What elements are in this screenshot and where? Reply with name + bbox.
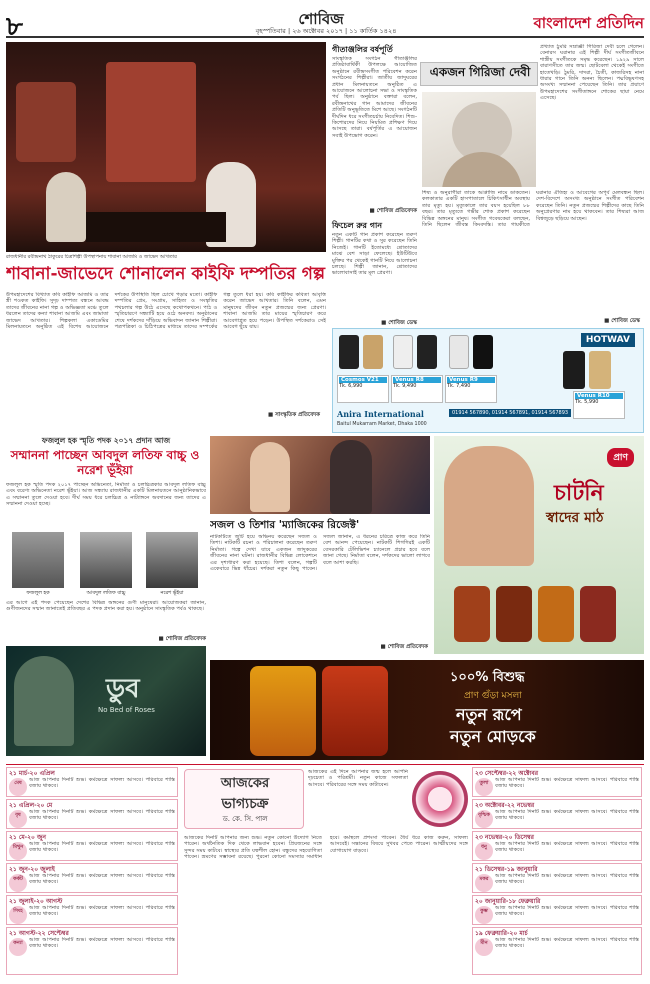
portrait-photo bbox=[146, 532, 198, 588]
phone-image bbox=[473, 335, 493, 369]
horoscope-title: আজকের bbox=[220, 776, 270, 791]
horoscope-box bbox=[472, 895, 642, 925]
product-card bbox=[337, 375, 389, 403]
phone-image bbox=[363, 335, 383, 369]
zodiac-name: কুম্ভ bbox=[480, 908, 488, 914]
date-line: বৃহস্পতিবার | ২৬ অক্টোবর ২০১৭ | ১১ কার্তিক ১৪২৪ bbox=[255, 27, 397, 35]
horoscope-box bbox=[472, 831, 642, 861]
product-card bbox=[573, 391, 625, 419]
horoscope-section bbox=[6, 764, 644, 978]
masala-line1: ১০০% বিশুদ্ধ bbox=[450, 670, 525, 685]
story3-body-a: প্রখ্যাত ঠুমরি সম্রাজ্ঞী গিরিজা দেবী চলে গেলেন। বেনারস ঘরানার এই শিল্পী দীর্ঘ সংগীতজীবনে শাস্ত্রীয় সংগীতকে সমৃদ্ধ করেছেন। ১৯২৯ সালে বারাণসীতে তার জন্ম। ছোটবেলা থেকেই সংগীতে হাতেখড়ি। ঠুমরি, দাদরা, চৈতী, কাজরিসহ নানা ধারার গানে তিনি অনন্য ছিলেন। পদ্মবিভূষণসহ অসংখ্য সম্মাননা পেয়েছেন তিনি। তার প্রয়াণে উপমহাদেশের সংগীতাঙ্গনে শোকের ছায়া নেমে এসেছে। bbox=[540, 44, 644, 102]
story3-headline: একজন গিরিজা দেবী bbox=[429, 65, 531, 79]
photo-caption: রাজধানীর রবীন্দ্রনাথ ঠাকুরের চিত্রশিল্পী উপস্থাপনায় শাবানা আজমি ও জাভেদ আখতার bbox=[6, 254, 177, 260]
zodiac-dates: ২১ ডিসেম্বর-১৯ জানুয়ারি bbox=[475, 866, 538, 873]
zodiac-name: মেষ bbox=[14, 780, 22, 786]
horoscope-title2: ভাগ্যচক্র bbox=[221, 796, 269, 812]
product-price: Tk. 6,990 bbox=[339, 383, 363, 389]
zodiac-text: আজ আপনার দিনটি শুভ। কর্মক্ষেত্রে সাফল্য আসবে। পরিবারে শান্তি বজায় থাকবে। bbox=[495, 937, 639, 950]
product-card bbox=[391, 375, 443, 403]
zodiac-name: বৃষ bbox=[15, 812, 21, 818]
page-number: ৮ bbox=[6, 12, 23, 42]
pran-chatni-ad bbox=[434, 436, 644, 654]
story6-headline: সজল ও তিশার 'ম্যাজিকের রিজেক্ট' bbox=[210, 519, 360, 531]
hotwav-logo: HOTWAV bbox=[581, 333, 635, 347]
story1-headline: শাবানা-জাভেদে শোনালেন কাইফি দম্পতির গল্প bbox=[6, 264, 326, 284]
phone-image bbox=[449, 335, 469, 369]
portrait-name: নরেশ ভূঁইয়া bbox=[160, 590, 184, 596]
zodiac-text: আজ আপনার দিনটি শুভ। কর্মক্ষেত্রে সাফল্য আসবে। পরিবারে শান্তি বজায় থাকবে। bbox=[29, 841, 175, 854]
story2-byline: ■ শোবিজ প্রতিবেদক bbox=[369, 208, 417, 214]
stage-photo bbox=[6, 42, 326, 252]
portrait-painting bbox=[16, 82, 76, 162]
movie-title: ডুব bbox=[106, 674, 140, 704]
product-card bbox=[445, 375, 497, 403]
horoscope-box bbox=[6, 799, 178, 829]
horoscope-author: ড. কে. সি. পাল bbox=[222, 815, 268, 823]
horoscope-box bbox=[6, 831, 178, 861]
horoscope-title-box bbox=[184, 769, 304, 829]
masala-jar bbox=[322, 666, 388, 756]
horoscope-box bbox=[6, 895, 178, 925]
hotwav-ad bbox=[332, 328, 644, 433]
zodiac-name: তুলা bbox=[479, 780, 489, 786]
horoscope-intro: আজকের এই দিনে আপনার জন্ম হলে আপনি দৃঢ়চেতা ও পরিশ্রমী। নতুন কাজে সফলতা আসবে। পরিবারের সঙ্গে সময় কাটাবেন। bbox=[308, 769, 408, 788]
story4-headline: ফিচেল রুর গান bbox=[332, 221, 383, 230]
chatni-jar bbox=[454, 586, 490, 642]
story5-body: ফজলুল হক স্মৃতি পদক ২০১৭ পাচ্ছেন অভিনেতা, নির্মাতা ও চলচ্চিত্রকার আবদুল লতিফ বাচ্চু এবং বরেণ্য অভিনেতা নরেশ ভূঁইয়া। আজ সন্ধ্যায় রাজধানীর একটি মিলনায়তনে আনুষ্ঠানিকভাবে এ সম্মাননা তুলে দেওয়া হবে। দীর্ঘ সময় ধরে চলচ্চিত্র ও নাট্যাঙ্গনে অবদানের জন্য তাদের এ সম্মাননা দেওয়া হচ্ছে। bbox=[6, 482, 206, 508]
horoscope-box bbox=[6, 767, 178, 797]
chatni-subtitle: স্বাদের মাঠ bbox=[546, 510, 604, 526]
zodiac-wheel bbox=[412, 771, 468, 827]
horoscope-middle-text: আজকের দিনটি আপনার জন্য শুভ। নতুন কোনো উদ্যোগ নিতে পারেন। অর্থনৈতিক দিক থেকে লাভবান হবেন। প্রিয়জনের সঙ্গে সুন্দর সময় কাটবে। স্বাস্থ্যের প্রতি যত্নশীল হোন। বন্ধুদের সহযোগিতা পাবেন। ভ্রমণের সম্ভাবনা রয়েছে। পুরনো কোনো সমস্যার সমাধান হবে। কর্মস্থলে প্রশংসা পাবেন। ধৈর্য ধরে কাজ করুন, সাফল্য আসবেই। সন্তানের বিষয়ে সুখবর পেতে পারেন। আত্মীয়দের সঙ্গে যোগাযোগ বাড়বে। bbox=[184, 835, 468, 861]
portrait-painting bbox=[106, 62, 196, 182]
zodiac-text: আজ আপনার দিনটি শুভ। কর্মক্ষেত্রে সাফল্য আসবে। পরিবারে শান্তি বজায় থাকবে। bbox=[29, 905, 175, 918]
zodiac-dates: ২১ জুলাই-২০ আগস্ট bbox=[9, 898, 63, 905]
zodiac-name: মীন bbox=[480, 940, 488, 946]
zodiac-name: বৃশ্চিক bbox=[478, 812, 490, 818]
portrait-shoulders bbox=[442, 152, 522, 187]
zodiac-dates: ২১ মে-২০ জুন bbox=[9, 834, 46, 841]
company-name: Anira International bbox=[337, 409, 424, 419]
story5-headline: সম্মাননা পাচ্ছেন আবদুল লতিফ বাচ্চু ও নরেশ ভূঁইয়া bbox=[10, 448, 200, 477]
hotline: 01914 567890, 01914 567891, 01914 567893 bbox=[449, 409, 571, 417]
story6-body: নাটকটিতে জুটি হয়ে অভিনয় করেছেন সজল ও তিশা। নাটকটি রচনা ও পরিচালনা করেছেন তরুণ নির্মাতা। গল্পে দেখা যাবে একজন জাদুকরের জীবনের নানা ঘটনা। রাজধানীর বিভিন্ন লোকেশনে এর দৃশ্যধারণ করা হয়েছে। তিশা বলেন, গল্পটি একেবারে ভিন্ন ধাঁচের। দর্শকরা নতুন কিছু পাবেন। সজল জানান, এ ধরনের চরিত্রে কাজ করে তিনি বেশ আনন্দ পেয়েছেন। নাটকটি শিগগিরই একটি বেসরকারি টেলিভিশন চ্যানেলে প্রচার হবে বলে জানা গেছে। নির্মাতা বলেন, দর্শকদের ভালো লাগবে বলে আশা করছি। bbox=[210, 534, 430, 573]
zodiac-text: আজ আপনার দিনটি শুভ। কর্মক্ষেত্রে সাফল্য আসবে। পরিবারে শান্তি বজায় থাকবে। bbox=[495, 841, 639, 854]
zodiac-name: মকর bbox=[479, 876, 489, 882]
zodiac-dates: ১৯ ফেব্রুয়ারি-২০ মার্চ bbox=[475, 930, 528, 937]
zodiac-text: আজ আপনার দিনটি শুভ। কর্মক্ষেত্রে সাফল্য আসবে। পরিবারে শান্তি বজায় থাকবে। bbox=[495, 777, 639, 790]
story5-body-2: এর আগে এই পদক পেয়েছেন দেশের বিভিন্ন অঙ্গনের গুণী মানুষেরা। আয়োজকরা জানান, গুণীজনদের সম্মান জানাতেই প্রতিবছর এ পদক প্রদান করা হয়। অনুষ্ঠানে সাংস্কৃতিক পর্বও থাকছে। bbox=[6, 600, 206, 613]
horoscope-box bbox=[6, 927, 178, 975]
masala-line4: নতুন মোড়কে bbox=[450, 727, 536, 746]
zodiac-text: আজ আপনার দিনটি শুভ। কর্মক্ষেত্রে সাফল্য আসবে। পরিবারে শান্তি বজায় থাকবে। bbox=[29, 777, 175, 790]
zodiac-name: কর্কট bbox=[13, 876, 23, 882]
zodiac-name: কন্যা bbox=[13, 940, 23, 946]
movie-subtitle: No Bed of Roses bbox=[98, 706, 155, 714]
phone-image bbox=[589, 351, 611, 389]
story3-body-b: শিষ্য ও অনুরাগীরা তাকে আপ্পাজি নামে ডাকতেন। কলকাতার একটি হাসপাতালে চিকিৎসাধীন অবস্থায় তার মৃত্যু হয়। মৃত্যুকালে তার বয়স হয়েছিল ৮৮ বছর। তার মৃত্যুতে গভীর শোক প্রকাশ করেছেন বিভিন্ন অঙ্গনের মানুষ। সংগীত গবেষকেরা বলছেন, তিনি ছিলেন জীবন্ত কিংবদন্তি। তার গায়কীতে ঘরানার ঐতিহ্য ও আবেগের অপূর্ব মেলবন্ধন ছিল। দেশ-বিদেশে অসংখ্য অনুষ্ঠানে সংগীত পরিবেশন করেছেন তিনি। নতুন প্রজন্মের শিল্পীদের কাছে তিনি অনুপ্রেরণার নাম হয়ে থাকবেন। তার শিষ্যরা আজ বিশ্বজুড়ে ছড়িয়ে আছেন। bbox=[422, 190, 644, 229]
product-name: Venus R10 bbox=[575, 393, 623, 399]
newspaper-brand: বাংলাদেশ প্রতিদিন bbox=[533, 14, 644, 32]
product-price: Tk. 7,490 bbox=[447, 383, 471, 389]
zodiac-text: আজ আপনার দিনটি শুভ। কর্মক্ষেত্রে সাফল্য আসবে। পরিবারে শান্তি বজায় থাকবে। bbox=[29, 937, 175, 950]
stage-table bbox=[86, 212, 226, 242]
story4-byline: ■ শোবিজ ডেস্ক bbox=[381, 320, 417, 326]
model-image bbox=[444, 446, 534, 566]
story3-byline: ■ শোবিজ ডেস্ক bbox=[604, 318, 640, 324]
portrait-name: আবদুল লতিফ বাচ্চু bbox=[86, 590, 126, 596]
zodiac-dates: ২১ এপ্রিল-২০ মে bbox=[9, 802, 53, 809]
story1-body: উপমহাদেশের বিখ্যাত কবি কাইফি আজমি ও তার স্ত্রী শওকত কাইফি। সুদৃঢ় দাম্পত্য বন্ধনে আবদ্ধ তাদের জীবনের নানা গল্প ও অভিজ্ঞতা মঞ্চে তুলে ধরলেন তাদের কন্যা শাবানা আজমি এবং জামাতা জাভেদ আখতার। শিল্পকলা একাডেমির মিলনায়তনে অনুষ্ঠিত এই বিশেষ আয়োজনে দর্শকের উপস্থিতি ছিল চোখে পড়ার মতো। কাইফি দম্পতির প্রেম, সংগ্রাম, সাহিত্য ও সংস্কৃতির পথচলার গল্প উঠে এসেছে কথোপকথনে। পাঠ ও স্মৃতিচারণে সন্ধ্যাটি হয়ে ওঠে অনবদ্য। অনুষ্ঠানের শেষে দর্শকদের দাঁড়িয়ে অভিবাদন জানান শিল্পীরা। পত্রপত্রিকা ও চিঠিপত্রের মাধ্যমে তাদের সম্পর্কের গল্প তুলে ধরা হয়। কবি কাইফির কবিতা আবৃত্তি করেন জাভেদ আখতার। তিনি বলেন, এমন মানুষদের জীবন নতুন প্রজন্মের জন্য প্রেরণা। শাবানা আজমি তার মায়ের স্মৃতিচারণ করে আবেগাপ্লুত হয়ে পড়েন। উপস্থিত দর্শকেরাও সেই আবেগ ছুঁয়ে যায়। bbox=[6, 292, 326, 331]
chatni-jar bbox=[538, 586, 574, 642]
horoscope-box bbox=[472, 863, 642, 893]
masala-line2: প্রাণ গুঁড়া মসলা bbox=[464, 691, 522, 701]
zodiac-dates: ২৩ সেপ্টেম্বর-২২ অক্টোবর bbox=[475, 770, 538, 777]
actor-figure bbox=[330, 440, 372, 514]
horoscope-box bbox=[6, 863, 178, 893]
chatni-jar bbox=[496, 586, 532, 642]
story5-kicker: ফজলুল হক স্মৃতি পদক ২০১৭ প্রদান আজ bbox=[41, 436, 171, 445]
portrait-photo bbox=[80, 532, 132, 588]
product-price: Tk. 5,990 bbox=[575, 399, 599, 405]
zodiac-dates: ২১ আগস্ট-২২ সেপ্টেম্বর bbox=[9, 930, 69, 937]
product-name: Venus R9 bbox=[447, 377, 495, 383]
story4-body: নতুন একটি গান প্রকাশ করেছেন তরুণ শিল্পী। গানটির কথা ও সুর করেছেন তিনি নিজেই। গানটি ইতোমধ্যে শ্রোতাদের মাঝে বেশ সাড়া ফেলেছে। ইউটিউবে মুক্তির পর থেকেই গানটি নিয়ে আলোচনা চলছে। শিল্পী জানান, শ্রোতাদের ভালোবাসাই তার মূল প্রেরণা। bbox=[332, 232, 417, 277]
zodiac-text: আজ আপনার দিনটি শুভ। কর্মক্ষেত্রে সাফল্য আসবে। পরিবারে শান্তি বজায় থাকবে। bbox=[495, 905, 639, 918]
zodiac-text: আজ আপনার দিনটি শুভ। কর্মক্ষেত্রে সাফল্য আসবে। পরিবারে শান্তি বজায় থাকবে। bbox=[495, 809, 639, 822]
chatni-title: চাটনি bbox=[554, 481, 604, 506]
zodiac-text: আজ আপনার দিনটি শুভ। কর্মক্ষেত্রে সাফল্য আসবে। পরিবারে শান্তি বজায় থাকবে। bbox=[29, 873, 175, 886]
story1-byline: ■ সাংস্কৃতিক প্রতিবেদক bbox=[268, 412, 320, 418]
portrait-photo bbox=[12, 532, 64, 588]
masala-line3: নতুন রূপে bbox=[456, 705, 522, 724]
girija-devi-photo bbox=[422, 92, 536, 187]
actor-image bbox=[14, 656, 74, 746]
zodiac-dates: ২৩ নভেম্বর-২০ ডিসেম্বর bbox=[475, 834, 534, 841]
zodiac-dates: ২৩ অক্টোবর-২২ নভেম্বর bbox=[475, 802, 535, 809]
pran-masala-ad bbox=[210, 660, 644, 760]
actor-figure bbox=[250, 442, 290, 512]
zodiac-dates: ২১ মার্চ-২০ এপ্রিল bbox=[9, 770, 55, 777]
zodiac-name: মিথুন bbox=[12, 844, 24, 850]
pran-logo: প্রাণ bbox=[607, 448, 634, 467]
product-name: Venus R8 bbox=[393, 377, 441, 383]
company-address: Baitul Mukarram Market, Dhaka 1000 bbox=[337, 422, 427, 427]
movie-ad bbox=[6, 646, 206, 756]
zodiac-name: ধনু bbox=[481, 844, 487, 850]
zodiac-dates: ২০ জানুয়ারি-১৮ ফেব্রুয়ারি bbox=[475, 898, 541, 905]
horoscope-box bbox=[472, 767, 642, 797]
horoscope-box bbox=[472, 799, 642, 829]
story5-byline: ■ শোবিজ প্রতিবেদক bbox=[158, 636, 206, 642]
chatni-jar bbox=[580, 586, 616, 642]
phone-image bbox=[339, 335, 359, 369]
product-price: Tk. 9,490 bbox=[393, 383, 417, 389]
masala-jar bbox=[250, 666, 316, 756]
phone-image bbox=[417, 335, 437, 369]
section-title: শোবিজ bbox=[298, 10, 344, 28]
story2-body: সাংস্কৃতিক সংগঠন গীতাঞ্জলির প্রতিষ্ঠাবার্ষিকী উপলক্ষে আয়োজিত অনুষ্ঠানে রবীন্দ্রসংগীত পরিবেশন করেন সংগঠনের শিল্পীরা। জাতীয় জাদুঘরের প্রধান মিলনায়তনে অনুষ্ঠিত এ আয়োজনে আলোচনা সভা ও সাংস্কৃতিক পর্ব ছিল। অনুষ্ঠানে বক্তারা বলেন, রবীন্দ্রনাথের গান আমাদের জীবনের প্রতিটি অনুভূতিতে মিশে আছে। সংগঠনটি দীর্ঘদিন ধরে সংগীতচর্চায় নিবেদিত। শিশু-কিশোরদের নিয়ে নিয়মিত প্রশিক্ষণ দিয়ে আসছে তারা। বর্ষপূর্তির এ আয়োজন সবাই উপভোগ করেন। bbox=[332, 56, 417, 139]
story6-byline: ■ শোবিজ প্রতিবেদক bbox=[380, 644, 428, 650]
page-header bbox=[6, 6, 644, 42]
speaker-figure bbox=[46, 172, 86, 242]
tisha-sajal-photo bbox=[210, 436, 430, 514]
portrait-name: ফজলুল হক bbox=[26, 590, 50, 596]
zodiac-text: আজ আপনার দিনটি শুভ। কর্মক্ষেত্রে সাফল্য আসবে। পরিবারে শান্তি বজায় থাকবে। bbox=[29, 809, 175, 822]
horoscope-box bbox=[472, 927, 642, 975]
zodiac-text: আজ আপনার দিনটি শুভ। কর্মক্ষেত্রে সাফল্য আসবে। পরিবারে শান্তি বজায় থাকবে। bbox=[495, 873, 639, 886]
zodiac-dates: ২১ জুন-২০ জুলাই bbox=[9, 866, 55, 873]
zodiac-name: সিংহ bbox=[13, 908, 23, 914]
phone-image bbox=[563, 351, 585, 389]
story2-headline: গীতাঞ্জলির বর্ষপূর্তি bbox=[332, 45, 393, 54]
phone-image bbox=[393, 335, 413, 369]
product-name: Cosmos V21 bbox=[339, 377, 387, 383]
